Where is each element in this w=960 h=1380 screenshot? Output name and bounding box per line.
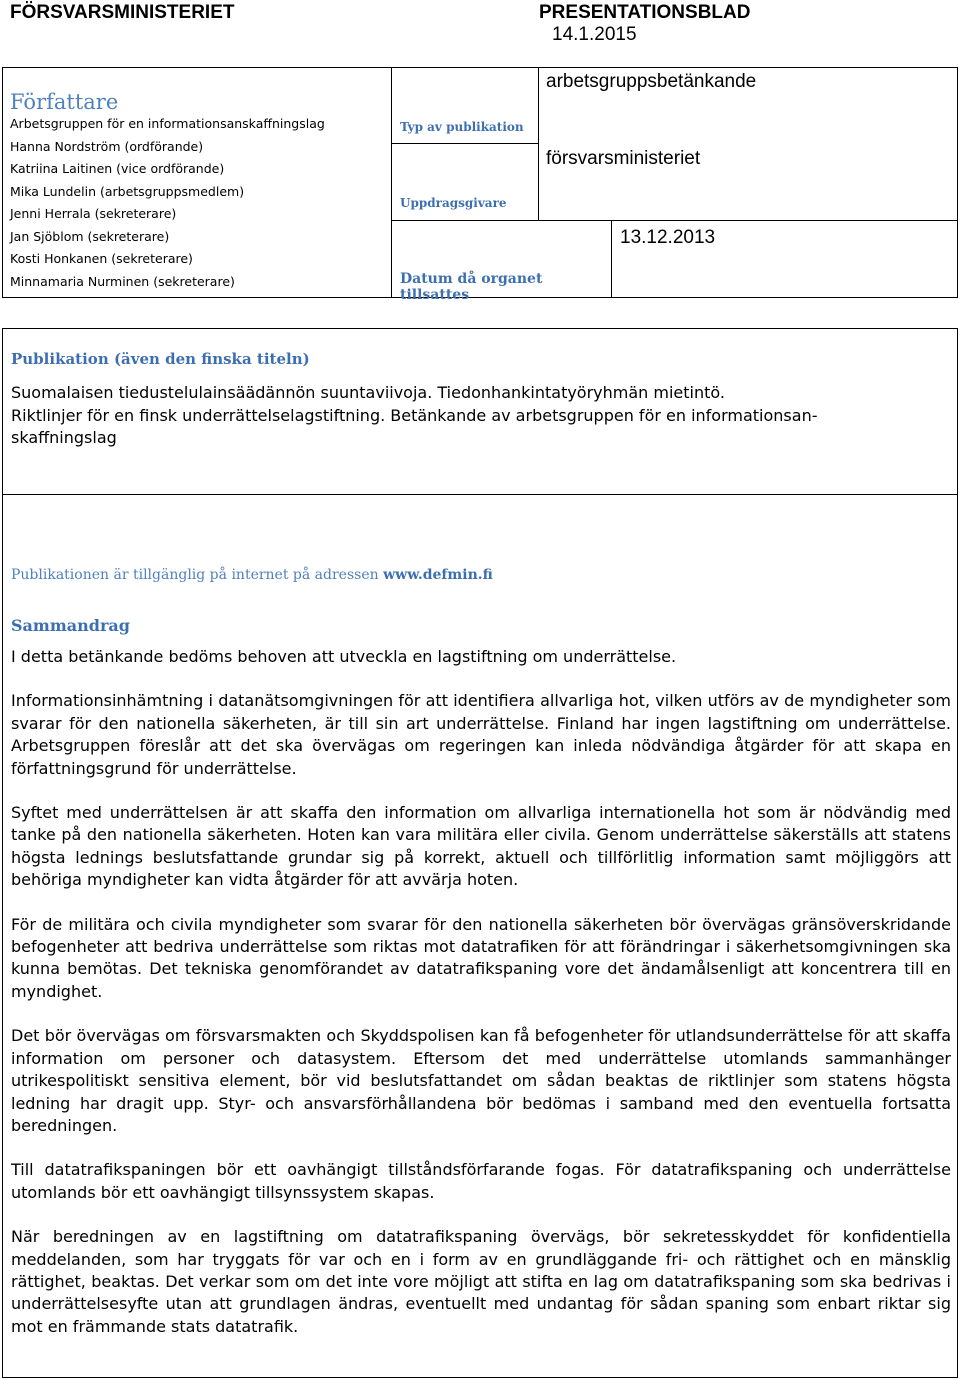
summary-intro: I detta betänkande bedöms behoven att utveckla en lagstiftning om underrättelse.: [11, 647, 677, 666]
publication-title: [11, 382, 817, 450]
authors-box: [2, 67, 392, 298]
summary-heading: Sammandrag: [11, 616, 130, 635]
author-line: Jenni Herrala (sekreterare): [10, 206, 177, 221]
author-line: Arbetsgruppen för en informationsanskaffningslag: [10, 116, 325, 131]
publication-title-line: skaffningslag: [11, 428, 117, 447]
appointment-date-value: 13.12.2013: [620, 227, 716, 248]
summary-paragraph: För de militära och civila myndigheter som svarar för den nationella säkerheten bör övervägas gränsöverskridande befogenheter att bedriva underrättelse som riktas mot datatrafiken för att förändringar i säkerhetsomgivningen ska kunna bemötas. Det tekniska genomförandet av datatrafikspaning vore det ändamålsenligt att koncentrera till en myndighet.: [11, 914, 951, 1001]
publication-box: [2, 328, 958, 495]
publication-heading: Publikation (även den finska titeln): [11, 350, 310, 368]
author-line: Mika Lundelin (arbetsgruppsmedlem): [10, 183, 245, 199]
summary-paragraph: Syftet med underrättelsen är att skaffa den information om allvarliga internationella hot som är nödvändig med tanke på den nationella säkerheten. Hoten kan vara militära eller civila. Genom underrättelse säkerställs att statens högsta lednings beslutsfattande grundar sig på korrekt, aktuell och tillförlitlig information samt möjliggörs att behöriga myndigheter kan vidta åtgärder för att avvärja hoten.: [11, 803, 951, 890]
commissioner-label: Uppdragsgivare: [400, 196, 507, 210]
summary-box: [2, 494, 958, 1378]
summary-paragraph: Det bör övervägas om försvarsmakten och Skyddspolisen kan få befogenheter för utlandsunderrättelse för att skaffa information om personer och datasystem. Eftersom det med underrättelse utomlands sammanhänger utrikespolitiskt sensitiva element, bör vid beslutsfattandet om sådan beaktas de riktlinjer som statens högsta ledning har dragit upp. Styr- och ansvarsförhållandena bör bedömas i samband med den eventuella fortsatta beredningen.: [11, 1026, 951, 1135]
summary-body: [11, 646, 951, 1360]
publication-title-line: Suomalaisen tiedustelulainsäädännön suuntaviivoja. Tiedonhankintatyöryhmän mietintö.: [11, 383, 725, 402]
document-type: PRESENTATIONSBLAD: [539, 2, 751, 23]
meta-commissioner-label-cell: [391, 143, 539, 221]
author-line: Jan Sjöblom (sekreterare): [10, 228, 170, 244]
authors-list: [10, 113, 325, 293]
publication-type-value: arbetsgruppsbetänkande: [546, 71, 757, 92]
summary-paragraph: När beredningen av en lagstiftning om datatrafikspaning övervägs, bör sekretesskyddet för konfidentiella meddelanden, som har tryggats för var och en i form av en grundläggande fri- och rättighet och en mänsklig rättighet, beaktas. Det verkar som om det inte vore möjligt att stifta en lag om datatrafikspaning som ska bedrivas i underrättelsesyfte utan att grundlagen ändras, eventuellt med undantag för sådan spaning som enbart riktar sig mot en främmande stats datatrafik.: [11, 1227, 951, 1336]
website-link[interactable]: www.defmin.fi: [383, 567, 493, 583]
author-line: Hanna Nordström (ordförande): [10, 138, 204, 154]
availability-text: Publikationen är tillgänglig på internet på adressen: [11, 567, 379, 583]
summary-paragraph: Till datatrafikspaningen bör ett oavhängigt tillståndsförfarande fogas. För datatrafikspaning och underrättelse utomlands bör ett oavhängigt tillsynssystem skapas.: [11, 1160, 951, 1202]
document-date: 14.1.2015: [552, 24, 637, 45]
ministry-name: FÖRSVARSMINISTERIET: [10, 2, 235, 23]
authors-heading: Författare: [10, 90, 119, 114]
summary-paragraph: Informationsinhämtning i datanätsomgivningen för att identifiera allvarliga hot, vilken utförs av de myndigheter som svarar för den nationella säkerheten, är till sin art underrättelse. Finland har ingen lagstiftning om underrättelse. Arbetsgruppen föreslår att det ska övervägas om regeringen kan inleda nödvändiga åtgärder för att skapa en författningsgrund för underrättelse.: [11, 691, 951, 778]
author-line: Minnamaria Nurminen (sekreterare): [10, 273, 235, 289]
meta-date-label-cell: [391, 220, 612, 303]
author-line: Kosti Honkanen (sekreterare): [10, 251, 193, 266]
publication-type-label: Typ av publikation: [400, 120, 524, 134]
publication-title-line: Riktlinjer för en finsk underrättelselagstiftning. Betänkande av arbetsgruppen för en informationsan-: [11, 405, 818, 425]
availability-line: [11, 567, 493, 583]
author-line: Katriina Laitinen (vice ordförande): [10, 161, 225, 176]
commissioner-value: försvarsministeriet: [546, 148, 701, 169]
meta-type-label-cell: [391, 67, 539, 144]
appointment-date-label: Datum då organet tillsattes: [400, 271, 543, 303]
meta-date-value-cell: [611, 220, 958, 298]
